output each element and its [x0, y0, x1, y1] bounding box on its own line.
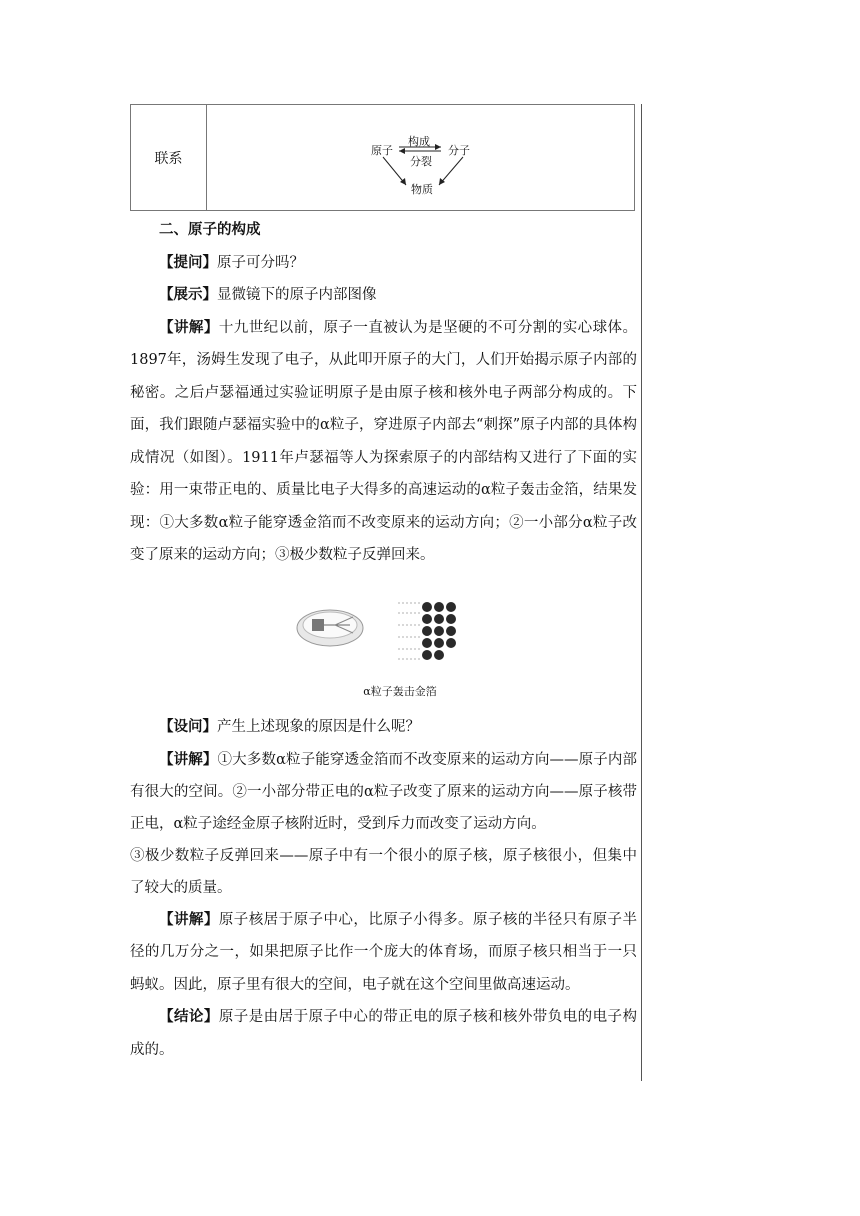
conclusion-text: 原子是由居于原子中心的带正电的原子核和核外带负电的电子构成的。	[130, 1009, 638, 1058]
row-label: 联系	[154, 150, 183, 167]
show-tag: 【展示】	[159, 286, 217, 303]
diagram-molecule: 分子	[448, 144, 470, 157]
relation-table	[130, 104, 635, 211]
explain2-paragraph	[130, 744, 637, 840]
conclusion-paragraph	[130, 1001, 637, 1066]
explain2b-paragraph: ③极少数粒子反弹回来——原子中有一个很小的原子核，原子核很小，但集中了较大的质量。	[130, 847, 637, 896]
atom-molecule-matter-diagram	[371, 105, 491, 210]
diagram-matter: 物质	[411, 183, 433, 196]
explain2-tag: 【讲解】	[159, 750, 218, 768]
diagram-compose: 构成	[408, 135, 430, 148]
section-analysis	[130, 711, 637, 1066]
diagram-atom: 原子	[371, 144, 393, 157]
section-intro	[130, 214, 637, 572]
conclusion-tag: 【结论】	[159, 1008, 219, 1025]
table-divider	[206, 105, 207, 210]
diagram-split: 分裂	[410, 155, 432, 168]
gold-foil-illustration	[295, 595, 475, 665]
explain3-tag: 【讲解】	[159, 910, 219, 928]
question-text: 原子可分吗？	[217, 254, 304, 271]
question-paragraph	[130, 247, 637, 280]
show-text: 显微镜下的原子内部图像	[217, 287, 377, 303]
alpha-scattering-figure	[295, 595, 475, 665]
figure-caption: α粒子轰击金箔	[363, 685, 437, 698]
explain3-text: 原子核居于原子中心，比原子小得多。原子核的半径只有原子半径的几万分之一，如果把原子比作一个庞大的体育场，而原子核只相当于一只蚂蚁。因此，原子里有很大的空间，电子就在这个空间里做高速运动。	[130, 911, 638, 993]
show-paragraph	[130, 279, 637, 312]
explain2-text: ①大多数α粒子能穿透金箔而不改变原来的运动方向——原子内部有很大的空间。②一小部分带正电的α粒子改变了原来的运动方向——原子核带正电，α粒子途经金原子核附近时，受到斥力而改变了运动方向。	[130, 751, 637, 832]
explain1-text: 十九世纪以前，原子一直被认为是坚硬的不可分割的实心球体。1897年，汤姆生发现了电子，从此叩开原子的大门，人们开始揭示原子内部的秘密。之后卢瑟福通过实验证明原子是由原子核和核外电子两部分构成的。下面，我们跟随卢瑟福实验中的α粒子，穿进原子内部去“刺探”原子内部的具体构成情况（如图）。1911年卢瑟福等人为探索原子的内部结构又进行了下面的实验：用一束带正电的、质量比电子大得多的高速运动的α粒子轰击金箔，结果发现：①大多数α粒子能穿透金箔而不改变原来的运动方向；②一小部分α粒子改变了原来的运动方向；③极少数粒子反弹回来。	[130, 319, 638, 563]
ask-tag: 【设问】	[159, 718, 217, 735]
section-heading: 二、原子的构成	[159, 221, 261, 238]
ask-paragraph	[130, 711, 637, 744]
explain3-paragraph	[130, 904, 637, 1002]
ask-text: 产生上述现象的原因是什么呢？	[217, 719, 420, 735]
explain1-tag: 【讲解】	[159, 318, 219, 336]
question-tag: 【提问】	[159, 253, 217, 271]
page-margin-rule	[641, 104, 642, 1081]
explain1-paragraph	[130, 312, 637, 572]
